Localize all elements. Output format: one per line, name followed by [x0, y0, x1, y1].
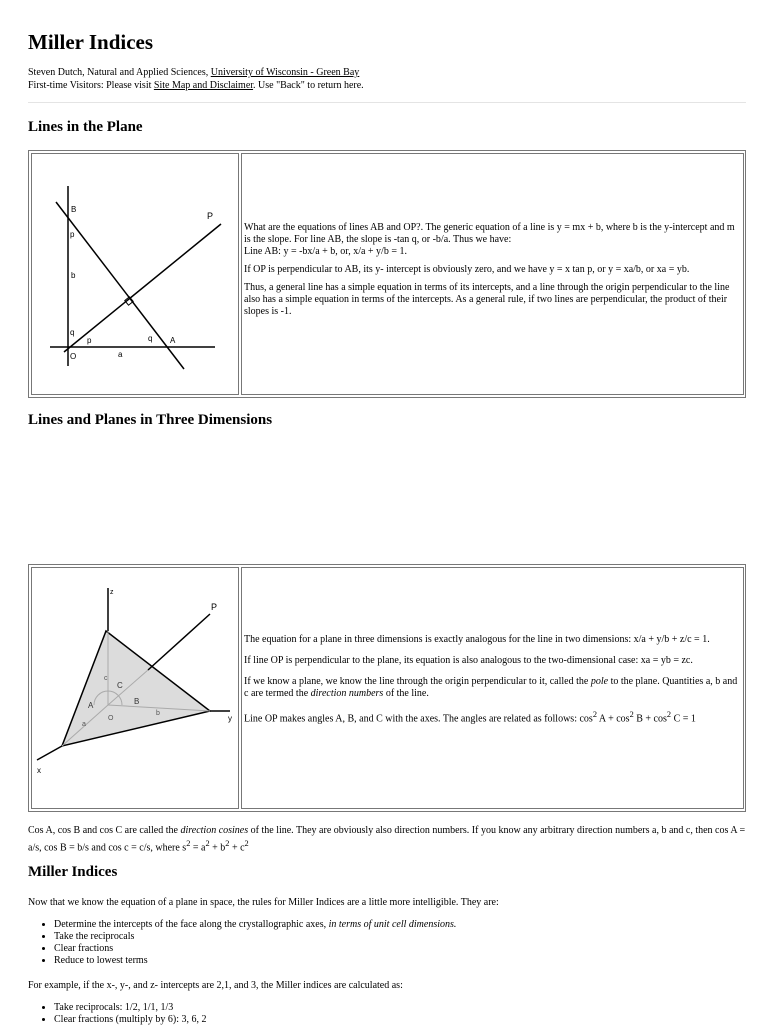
visitors-text: First-time Visitors: Please visit: [28, 80, 154, 91]
lines-plane-diagram-cell: [31, 153, 239, 395]
label-z: z: [110, 589, 114, 596]
visitors-suffix: . Use "Back" to return here.: [253, 80, 364, 91]
label-P-3d: P: [211, 602, 218, 612]
label-a: a: [118, 350, 123, 359]
after-eq: = a: [190, 842, 206, 854]
author-text: Steven Dutch, Natural and Applied Sciences,: [28, 67, 211, 78]
label-a-3d: a: [82, 721, 86, 728]
rule-text: Take the reciprocals: [54, 931, 135, 942]
university-link[interactable]: University of Wisconsin - Green Bay: [210, 67, 360, 78]
p4-pre: Line OP makes angles A, B, and C with the axes. The angles are related as follows: cos: [244, 713, 593, 725]
author-line: [28, 66, 364, 79]
label-q-left: q: [70, 328, 75, 337]
rule-item: [54, 931, 746, 943]
lines-plane-paragraph-1: [244, 222, 740, 258]
after-pre: Cos A, cos B and cos C are called the: [28, 825, 181, 836]
after-em: direction cosines: [180, 825, 249, 836]
p3-post: of the line.: [383, 688, 429, 699]
label-A: A: [170, 336, 176, 345]
miller-rules: [28, 919, 746, 967]
after-plus2: + c: [229, 842, 245, 854]
label-c: c: [104, 675, 108, 682]
section-heading-miller-indices: Miller Indices: [28, 864, 118, 880]
miller-intro: Now that we know the equation of a plane in space, the rules for Miller Indices are a little more intelligible. They are:: [28, 897, 499, 908]
sitemap-link[interactable]: Site Map and Disclaimer: [153, 80, 254, 91]
p4-sup-1: 2: [592, 710, 597, 719]
page-title: Miller Indices: [28, 30, 154, 54]
p4-mid2: B + cos: [633, 713, 667, 725]
planes-3d-diagram: [32, 568, 238, 808]
label-O: O: [70, 352, 77, 361]
lines-plane-text: [244, 222, 740, 324]
rule-item: [54, 919, 746, 931]
planes-3d-paragraph-2: If line OP is perpendicular to the plane, its equation is also analogous to the two-dimensional case: xa = yb = zc.: [244, 655, 693, 666]
rule-item: [54, 943, 746, 955]
label-B: B: [71, 205, 77, 214]
rules-list: [28, 919, 746, 967]
lines-plane-paragraph-2: If OP is perpendicular to AB, its y- intercept is obviously zero, and we have y = x tan p, or y = xa/b, or xa = yb.: [244, 264, 690, 275]
p4-mid1: A + cos: [596, 713, 630, 725]
p3-pre: If we know a plane, we know the line through the origin perpendicular to it, called the: [244, 676, 591, 687]
planes-3d-diagram-cell: [31, 567, 239, 809]
lines-plane-diagram: [32, 154, 238, 394]
planes-3d-text: [244, 634, 742, 731]
label-A-3d: A: [88, 701, 94, 710]
label-b-3d: b: [156, 710, 160, 717]
p4-sup-2: 2: [629, 710, 634, 719]
lines-plane-text-cell: [241, 153, 744, 395]
lines-plane-table: [28, 150, 746, 398]
after-mid: of the line. They are obviously also direction numbers. If you know any arbitrary direction numbers a, b and c, then cos A = a/s, cos B = b/s and cos c = c/s, where s: [28, 825, 746, 854]
rule-text: Reduce to lowest terms: [54, 955, 148, 966]
after-sup-1: 2: [186, 839, 191, 848]
rule-em: in terms of unit cell dimensions.: [328, 919, 457, 930]
divider: [28, 102, 746, 103]
planes-3d-text-cell: [241, 567, 744, 809]
p3-em: pole: [590, 676, 609, 687]
p3-mid: to the plane. Quantities a, b and c are termed the: [244, 676, 738, 699]
rule-text: Clear fractions: [54, 943, 114, 954]
after-plus1: + b: [209, 842, 226, 854]
after-sup-3: 2: [225, 839, 230, 848]
lines-plane-paragraph-3: Thus, a general line has a simple equation in terms of its intercepts, and a line through the origin perpendicular to the line also has a simple equation in terms of the intercepts. As a general rule, if two lines are perpendicular, the product of their slopes is -1.: [244, 282, 730, 317]
p1b-text: Line AB: y = -bx/a + b, or, x/a + y/b = 1.: [244, 246, 407, 257]
label-y: y: [228, 714, 232, 723]
miller-example: For example, if the x-, y-, and z- intercepts are 2,1, and 3, the Miller indices are calculated as:: [28, 980, 403, 991]
visitors-line: [28, 79, 364, 92]
steps-list: [28, 1002, 746, 1026]
step-item: • Take reciprocals: 1/2, 1/1, 1/3: [54, 1002, 746, 1014]
rule-item: [54, 955, 746, 967]
p4-post: C = 1: [671, 713, 696, 725]
label-p-top: p: [70, 230, 75, 239]
label-B-3d: B: [134, 697, 140, 706]
direction-cosines-paragraph: [28, 824, 746, 854]
p4-sup-3: 2: [666, 710, 672, 719]
planes-3d-table: [28, 564, 746, 812]
planes-3d-paragraph-4: [244, 709, 742, 725]
step-item: • Clear fractions (multiply by 6): 3, 6, 2: [54, 1014, 746, 1026]
label-O-3d: O: [108, 715, 114, 722]
label-x: x: [37, 766, 41, 775]
planes-3d-paragraph-3: [244, 676, 742, 700]
label-C: C: [117, 681, 123, 690]
miller-steps: [28, 1002, 746, 1026]
rule-text: Determine the intercepts of the face along the crystallographic axes,: [54, 919, 329, 930]
section-heading-three-dimensions: Lines and Planes in Three Dimensions: [28, 412, 273, 428]
section-heading-lines-in-plane: Lines in the Plane: [28, 119, 143, 135]
label-b: b: [71, 271, 76, 280]
label-p-bottom: p: [87, 336, 92, 345]
label-q-right: q: [148, 334, 153, 343]
after-sup-4: 2: [244, 839, 249, 848]
label-P: P: [207, 211, 214, 221]
p3-em2: direction numbers: [310, 688, 384, 699]
byline: [28, 66, 364, 92]
p1a-text: What are the equations of lines AB and OP?. The generic equation of a line is y = mx + b, where b is the y-intercept and m is the slope. For line AB, the slope is -tan q, or -b/a. Thus we have:: [244, 222, 735, 245]
after-sup-2: 2: [205, 839, 210, 848]
planes-3d-paragraph-1: The equation for a plane in three dimensions is exactly analogous for the line in two dimensions: x/a + y/b + z/c = 1.: [244, 634, 710, 645]
